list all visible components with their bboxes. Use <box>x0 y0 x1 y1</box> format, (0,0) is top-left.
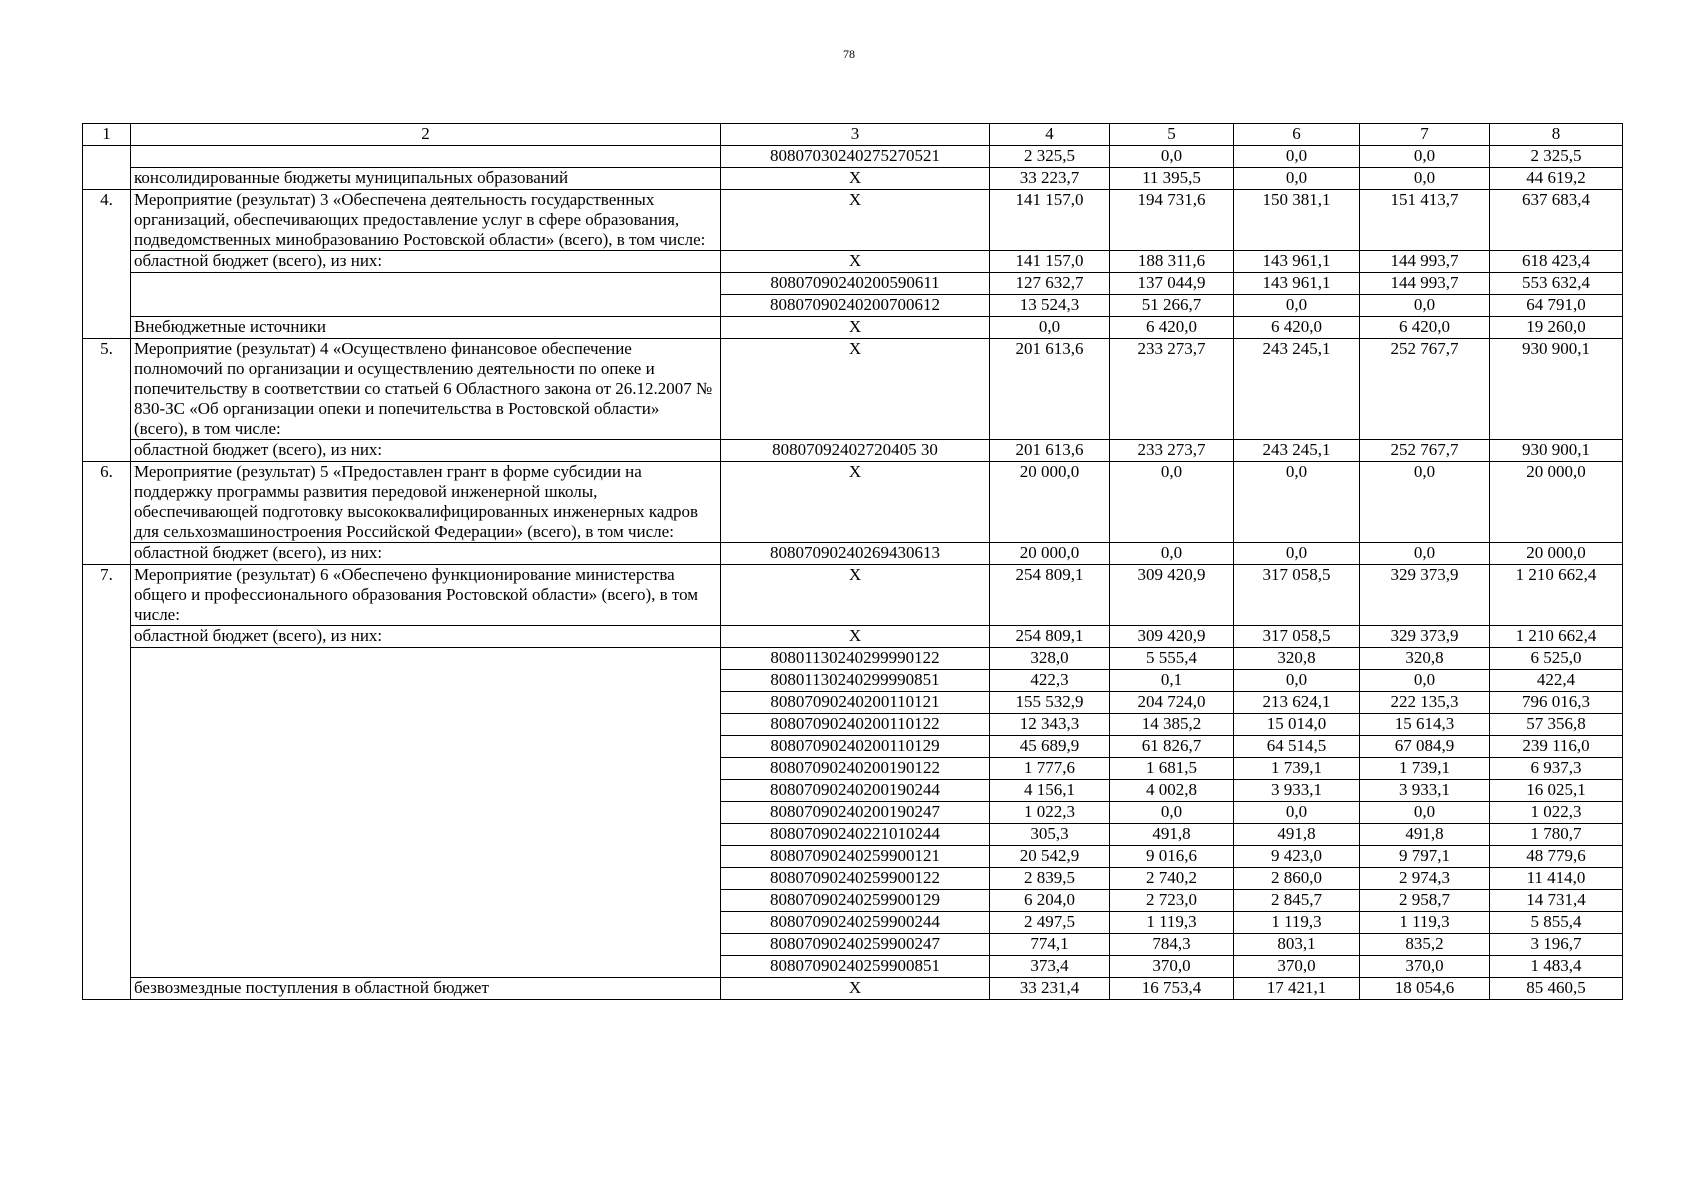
amount-cell: 2 860,0 <box>1234 868 1360 890</box>
amount-cell: 64 514,5 <box>1234 736 1360 758</box>
amount-cell: 6 420,0 <box>1110 317 1234 339</box>
amount-cell: 9 016,6 <box>1110 846 1234 868</box>
amount-cell: 320,8 <box>1360 648 1490 670</box>
budget-code-cell: 80807090240200700612 <box>721 295 990 317</box>
amount-cell: 1 210 662,4 <box>1490 626 1623 648</box>
amount-cell: 13 524,3 <box>990 295 1110 317</box>
amount-cell: 2 723,0 <box>1110 890 1234 912</box>
amount-cell: 0,0 <box>1360 146 1490 168</box>
table-row <box>83 462 1623 543</box>
amount-cell: 6 420,0 <box>1234 317 1360 339</box>
amount-cell: 15 014,0 <box>1234 714 1360 736</box>
amount-cell: 329 373,9 <box>1360 565 1490 626</box>
event-name-cell: Мероприятие (результат) 3 «Обеспечена деятельность государственных организаций, обеспечивающих предоставление услуг в сфере образования, подведомственных минобразованию Ростовской области» (всего), в том числе: <box>131 190 721 251</box>
table-row <box>83 339 1623 440</box>
amount-cell: 254 809,1 <box>990 626 1110 648</box>
event-name-cell: Внебюджетные источники <box>131 317 721 339</box>
amount-cell: 57 356,8 <box>1490 714 1623 736</box>
amount-cell: 0,0 <box>1360 295 1490 317</box>
amount-cell: 188 311,6 <box>1110 251 1234 273</box>
amount-cell: 233 273,7 <box>1110 339 1234 440</box>
amount-cell: 1 022,3 <box>1490 802 1623 824</box>
budget-code-cell: 80807090240259900247 <box>721 934 990 956</box>
amount-cell: 20 542,9 <box>990 846 1110 868</box>
amount-cell: 33 231,4 <box>990 978 1110 1000</box>
amount-cell: 9 797,1 <box>1360 846 1490 868</box>
amount-cell: 252 767,7 <box>1360 440 1490 462</box>
budget-code-cell: Х <box>721 978 990 1000</box>
amount-cell: 309 420,9 <box>1110 565 1234 626</box>
amount-cell: 9 423,0 <box>1234 846 1360 868</box>
budget-code-cell: Х <box>721 317 990 339</box>
amount-cell: 370,0 <box>1234 956 1360 978</box>
amount-cell: 4 156,1 <box>990 780 1110 802</box>
amount-cell: 618 423,4 <box>1490 251 1623 273</box>
amount-cell: 85 460,5 <box>1490 978 1623 1000</box>
event-name-cell: Мероприятие (результат) 5 «Предоставлен грант в форме субсидии на поддержку программы развития передовой инженерной школы, обеспечивающей подготовку высококвалифицированных инженерных кадров для сельхозмашиностроения Российской Федерации» (всего), в том числе: <box>131 462 721 543</box>
amount-cell: 2 974,3 <box>1360 868 1490 890</box>
event-name-cell: областной бюджет (всего), из них: <box>131 626 721 648</box>
amount-cell: 143 961,1 <box>1234 273 1360 295</box>
budget-code-cell: 80807090240269430613 <box>721 543 990 565</box>
amount-cell: 1 777,6 <box>990 758 1110 780</box>
table-row <box>83 440 1623 462</box>
budget-code-cell: 80807090240259900851 <box>721 956 990 978</box>
amount-cell: 0,0 <box>1360 670 1490 692</box>
amount-cell: 0,0 <box>1360 802 1490 824</box>
budget-code-cell: Х <box>721 190 990 251</box>
amount-cell: 2 839,5 <box>990 868 1110 890</box>
amount-cell: 491,8 <box>1110 824 1234 846</box>
amount-cell: 3 933,1 <box>1234 780 1360 802</box>
table-row <box>83 251 1623 273</box>
amount-cell: 0,0 <box>990 317 1110 339</box>
budget-code-cell: 80807092402720405 30 <box>721 440 990 462</box>
table-row <box>83 565 1623 626</box>
budget-code-cell: 80801130240299990122 <box>721 648 990 670</box>
header-cell: 8 <box>1490 124 1623 146</box>
event-name-cell: безвозмездные поступления в областной бюджет <box>131 978 721 1000</box>
amount-cell: 33 223,7 <box>990 168 1110 190</box>
amount-cell: 254 809,1 <box>990 565 1110 626</box>
amount-cell: 1 119,3 <box>1360 912 1490 934</box>
amount-cell: 11 395,5 <box>1110 168 1234 190</box>
row-number-cell: 5. <box>83 339 131 462</box>
row-number-cell: 6. <box>83 462 131 565</box>
amount-cell: 151 413,7 <box>1360 190 1490 251</box>
budget-code-cell: 80807090240200190244 <box>721 780 990 802</box>
event-name-cell: областной бюджет (всего), из них: <box>131 251 721 273</box>
amount-cell: 0,0 <box>1234 802 1360 824</box>
amount-cell: 637 683,4 <box>1490 190 1623 251</box>
amount-cell: 774,1 <box>990 934 1110 956</box>
amount-cell: 2 325,5 <box>990 146 1110 168</box>
amount-cell: 0,0 <box>1234 146 1360 168</box>
amount-cell: 930 900,1 <box>1490 339 1623 440</box>
amount-cell: 328,0 <box>990 648 1110 670</box>
amount-cell: 67 084,9 <box>1360 736 1490 758</box>
amount-cell: 0,0 <box>1110 146 1234 168</box>
amount-cell: 20 000,0 <box>990 543 1110 565</box>
event-name-cell <box>131 648 721 978</box>
amount-cell: 491,8 <box>1360 824 1490 846</box>
table-row <box>83 190 1623 251</box>
amount-cell: 14 731,4 <box>1490 890 1623 912</box>
header-cell: 5 <box>1110 124 1234 146</box>
row-number-cell <box>83 146 131 190</box>
budget-code-cell: 80801130240299990851 <box>721 670 990 692</box>
amount-cell: 320,8 <box>1234 648 1360 670</box>
table-row <box>83 146 1623 168</box>
amount-cell: 5 555,4 <box>1110 648 1234 670</box>
amount-cell: 0,0 <box>1234 295 1360 317</box>
header-cell: 4 <box>990 124 1110 146</box>
amount-cell: 0,0 <box>1110 802 1234 824</box>
amount-cell: 16 025,1 <box>1490 780 1623 802</box>
amount-cell: 19 260,0 <box>1490 317 1623 339</box>
budget-code-cell: 80807090240221010244 <box>721 824 990 846</box>
amount-cell: 553 632,4 <box>1490 273 1623 295</box>
budget-code-cell: 80807090240200190247 <box>721 802 990 824</box>
amount-cell: 2 845,7 <box>1234 890 1360 912</box>
amount-cell: 0,0 <box>1110 543 1234 565</box>
amount-cell: 48 779,6 <box>1490 846 1623 868</box>
amount-cell: 803,1 <box>1234 934 1360 956</box>
event-name-cell: Мероприятие (результат) 4 «Осуществлено финансовое обеспечение полномочий по организации и осуществлению деятельности по опеке и попечительству в соответствии со статьей 6 Областного закона от 26.12.2007 № 830-ЗС «Об организации опеки и попечительства в Ростовской области» (всего), в том числе: <box>131 339 721 440</box>
amount-cell: 141 157,0 <box>990 251 1110 273</box>
budget-code-cell: 80807090240200110129 <box>721 736 990 758</box>
amount-cell: 243 245,1 <box>1234 339 1360 440</box>
header-cell: 7 <box>1360 124 1490 146</box>
amount-cell: 1 119,3 <box>1234 912 1360 934</box>
budget-code-cell: Х <box>721 251 990 273</box>
event-name-cell: Мероприятие (результат) 6 «Обеспечено функционирование министерства общего и профессионального образования Ростовской области» (всего), в том числе: <box>131 565 721 626</box>
amount-cell: 0,0 <box>1360 543 1490 565</box>
budget-code-cell: 80807090240200190122 <box>721 758 990 780</box>
budget-code-cell: Х <box>721 339 990 440</box>
amount-cell: 0,0 <box>1110 462 1234 543</box>
budget-code-cell: 80807090240259900129 <box>721 890 990 912</box>
amount-cell: 1 739,1 <box>1234 758 1360 780</box>
budget-code-cell: 80807090240200110122 <box>721 714 990 736</box>
amount-cell: 45 689,9 <box>990 736 1110 758</box>
event-name-cell: областной бюджет (всего), из них: <box>131 440 721 462</box>
budget-code-cell: Х <box>721 462 990 543</box>
amount-cell: 305,3 <box>990 824 1110 846</box>
amount-cell: 1 210 662,4 <box>1490 565 1623 626</box>
table-row <box>83 168 1623 190</box>
budget-code-cell: Х <box>721 168 990 190</box>
table-row <box>83 543 1623 565</box>
amount-cell: 194 731,6 <box>1110 190 1234 251</box>
amount-cell: 6 937,3 <box>1490 758 1623 780</box>
amount-cell: 213 624,1 <box>1234 692 1360 714</box>
amount-cell: 0,0 <box>1360 462 1490 543</box>
amount-cell: 17 421,1 <box>1234 978 1360 1000</box>
amount-cell: 309 420,9 <box>1110 626 1234 648</box>
amount-cell: 491,8 <box>1234 824 1360 846</box>
amount-cell: 0,0 <box>1360 168 1490 190</box>
amount-cell: 329 373,9 <box>1360 626 1490 648</box>
amount-cell: 6 204,0 <box>990 890 1110 912</box>
amount-cell: 141 157,0 <box>990 190 1110 251</box>
amount-cell: 239 116,0 <box>1490 736 1623 758</box>
amount-cell: 2 497,5 <box>990 912 1110 934</box>
amount-cell: 137 044,9 <box>1110 273 1234 295</box>
amount-cell: 1 483,4 <box>1490 956 1623 978</box>
amount-cell: 1 119,3 <box>1110 912 1234 934</box>
amount-cell: 2 958,7 <box>1360 890 1490 912</box>
amount-cell: 61 826,7 <box>1110 736 1234 758</box>
event-name-cell <box>131 146 721 168</box>
row-number-cell: 7. <box>83 565 131 1000</box>
amount-cell: 3 196,7 <box>1490 934 1623 956</box>
amount-cell: 201 613,6 <box>990 440 1110 462</box>
header-row <box>83 124 1623 146</box>
amount-cell: 422,3 <box>990 670 1110 692</box>
event-name-cell <box>131 273 721 317</box>
amount-cell: 6 525,0 <box>1490 648 1623 670</box>
amount-cell: 1 022,3 <box>990 802 1110 824</box>
header-cell: 1 <box>83 124 131 146</box>
amount-cell: 0,0 <box>1234 168 1360 190</box>
amount-cell: 143 961,1 <box>1234 251 1360 273</box>
amount-cell: 144 993,7 <box>1360 273 1490 295</box>
amount-cell: 373,4 <box>990 956 1110 978</box>
amount-cell: 4 002,8 <box>1110 780 1234 802</box>
amount-cell: 6 420,0 <box>1360 317 1490 339</box>
table-row <box>83 626 1623 648</box>
amount-cell: 20 000,0 <box>1490 543 1623 565</box>
amount-cell: 2 740,2 <box>1110 868 1234 890</box>
table-body <box>83 146 1623 1000</box>
amount-cell: 370,0 <box>1110 956 1234 978</box>
budget-code-cell: 80807090240259900121 <box>721 846 990 868</box>
page-number: 78 <box>843 47 855 61</box>
amount-cell: 1 780,7 <box>1490 824 1623 846</box>
row-number-cell: 4. <box>83 190 131 339</box>
amount-cell: 930 900,1 <box>1490 440 1623 462</box>
event-name-cell: областной бюджет (всего), из них: <box>131 543 721 565</box>
amount-cell: 18 054,6 <box>1360 978 1490 1000</box>
amount-cell: 243 245,1 <box>1234 440 1360 462</box>
budget-code-cell: 80807090240200110121 <box>721 692 990 714</box>
budget-code-cell: 80807030240275270521 <box>721 146 990 168</box>
amount-cell: 16 753,4 <box>1110 978 1234 1000</box>
table-row <box>83 978 1623 1000</box>
amount-cell: 20 000,0 <box>1490 462 1623 543</box>
amount-cell: 222 135,3 <box>1360 692 1490 714</box>
budget-table <box>82 123 1623 1000</box>
budget-code-cell: 80807090240200590611 <box>721 273 990 295</box>
header-cell: 6 <box>1234 124 1360 146</box>
amount-cell: 370,0 <box>1360 956 1490 978</box>
amount-cell: 127 632,7 <box>990 273 1110 295</box>
amount-cell: 150 381,1 <box>1234 190 1360 251</box>
amount-cell: 64 791,0 <box>1490 295 1623 317</box>
amount-cell: 784,3 <box>1110 934 1234 956</box>
header-cell: 3 <box>721 124 990 146</box>
amount-cell: 252 767,7 <box>1360 339 1490 440</box>
amount-cell: 317 058,5 <box>1234 565 1360 626</box>
amount-cell: 317 058,5 <box>1234 626 1360 648</box>
amount-cell: 12 343,3 <box>990 714 1110 736</box>
amount-cell: 796 016,3 <box>1490 692 1623 714</box>
amount-cell: 1 681,5 <box>1110 758 1234 780</box>
budget-code-cell: 80807090240259900122 <box>721 868 990 890</box>
amount-cell: 201 613,6 <box>990 339 1110 440</box>
amount-cell: 11 414,0 <box>1490 868 1623 890</box>
table-row <box>83 273 1623 295</box>
event-name-cell: консолидированные бюджеты муниципальных образований <box>131 168 721 190</box>
amount-cell: 422,4 <box>1490 670 1623 692</box>
amount-cell: 144 993,7 <box>1360 251 1490 273</box>
amount-cell: 1 739,1 <box>1360 758 1490 780</box>
amount-cell: 155 532,9 <box>990 692 1110 714</box>
amount-cell: 0,0 <box>1234 462 1360 543</box>
amount-cell: 44 619,2 <box>1490 168 1623 190</box>
amount-cell: 835,2 <box>1360 934 1490 956</box>
amount-cell: 51 266,7 <box>1110 295 1234 317</box>
budget-code-cell: Х <box>721 565 990 626</box>
amount-cell: 14 385,2 <box>1110 714 1234 736</box>
amount-cell: 0,1 <box>1110 670 1234 692</box>
header-cell: 2 <box>131 124 721 146</box>
amount-cell: 0,0 <box>1234 543 1360 565</box>
amount-cell: 0,0 <box>1234 670 1360 692</box>
budget-code-cell: Х <box>721 626 990 648</box>
amount-cell: 5 855,4 <box>1490 912 1623 934</box>
amount-cell: 3 933,1 <box>1360 780 1490 802</box>
amount-cell: 15 614,3 <box>1360 714 1490 736</box>
amount-cell: 2 325,5 <box>1490 146 1623 168</box>
budget-code-cell: 80807090240259900244 <box>721 912 990 934</box>
amount-cell: 204 724,0 <box>1110 692 1234 714</box>
table-row <box>83 317 1623 339</box>
amount-cell: 20 000,0 <box>990 462 1110 543</box>
amount-cell: 233 273,7 <box>1110 440 1234 462</box>
table-row <box>83 648 1623 670</box>
